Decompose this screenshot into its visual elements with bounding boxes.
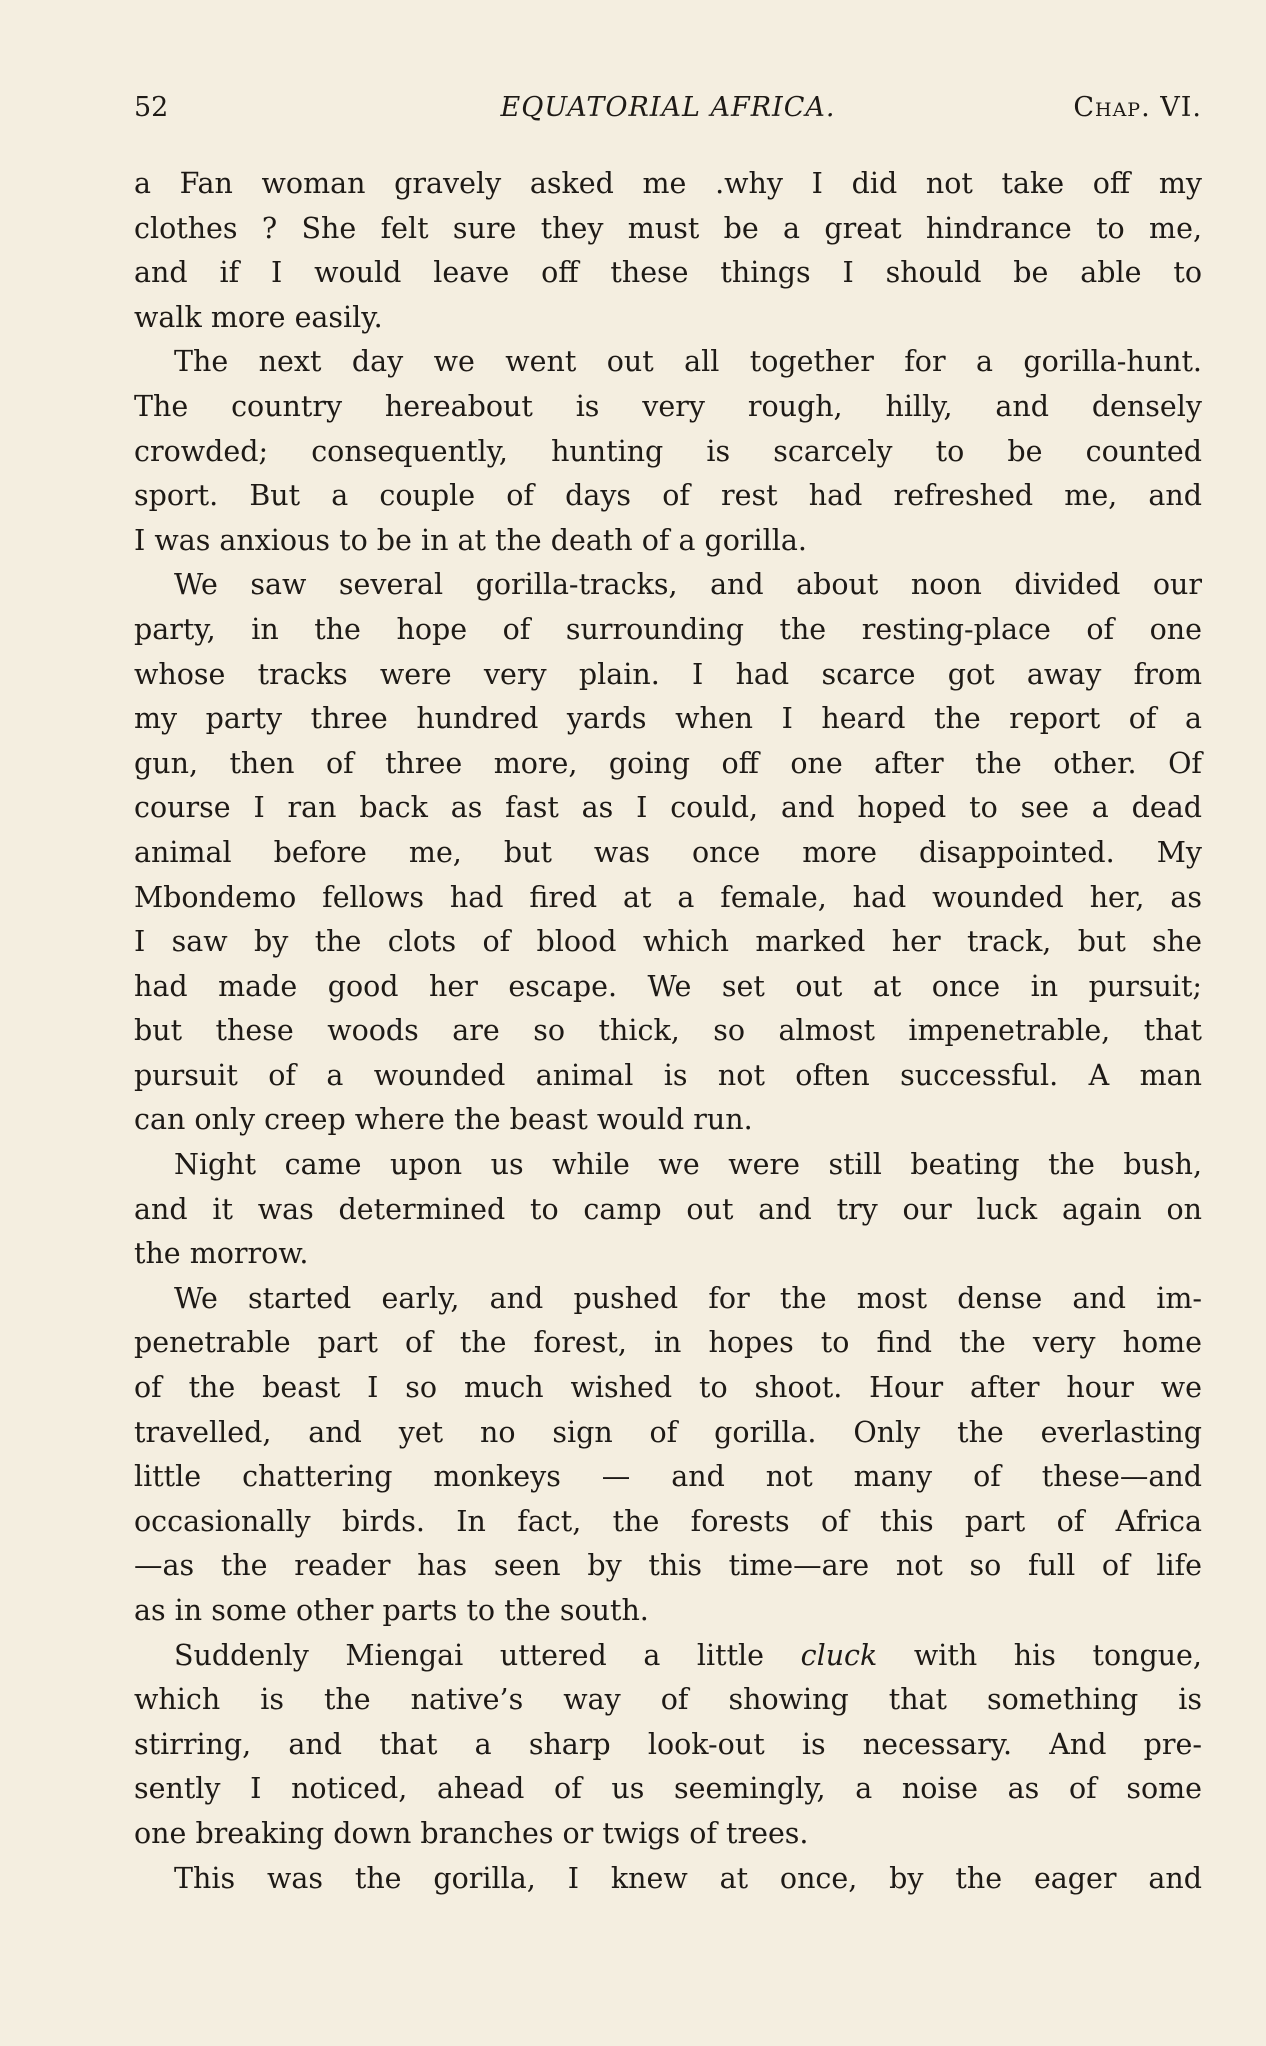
text-line: had made good her escape. We set out at once in pursuit; bbox=[134, 969, 1202, 1003]
text-line: This was the gorilla, I knew at once, by the eager and bbox=[174, 1861, 1202, 1895]
text-line: sently I noticed, ahead of us seemingly, a noise as of some bbox=[134, 1772, 1202, 1806]
text-line: The next day we went out all together for a gorilla-hunt. bbox=[174, 345, 1202, 379]
text-line: occasionally birds. In fact, the forests of this part of Africa bbox=[134, 1504, 1202, 1538]
text-line: —as the reader has seen by this time—are not so full of life bbox=[134, 1549, 1202, 1583]
text-line: animal before me, but was once more disappointed. My bbox=[134, 835, 1202, 869]
text-line-segment: with his tongue, bbox=[877, 1638, 1202, 1672]
text-line: and if I would leave off these things I should be able to bbox=[134, 256, 1202, 290]
text-line: can only creep where the beast would run. bbox=[134, 1103, 753, 1137]
text-line: one breaking down branches or twigs of trees. bbox=[134, 1816, 809, 1850]
text-line: stirring, and that a sharp look-out is necessary. And pre- bbox=[134, 1727, 1202, 1761]
text-line: Mbondemo fellows had fired at a female, had wounded her, as bbox=[134, 880, 1202, 914]
italic-word: cluck bbox=[800, 1638, 878, 1672]
text-line: We started early, and pushed for the most dense and im- bbox=[174, 1281, 1202, 1315]
text-line: gun, then of three more, going off one after the other. Of bbox=[134, 746, 1202, 780]
text-line: party, in the hope of surrounding the resting-place of one bbox=[134, 612, 1202, 646]
text-line: and it was determined to camp out and try our luck again on bbox=[134, 1192, 1202, 1226]
text-line: The country hereabout is very rough, hilly, and densely bbox=[134, 389, 1202, 423]
text-line: clothes ? She felt sure they must be a great hindrance to me, bbox=[134, 211, 1202, 245]
text-line: little chattering monkeys — and not many of these—and bbox=[134, 1460, 1202, 1494]
text-line bbox=[134, 1634, 1202, 1679]
text-line: sport. But a couple of days of rest had refreshed me, and bbox=[134, 479, 1202, 513]
running-title: EQUATORIAL AFRICA. bbox=[500, 92, 836, 123]
text-line: the morrow. bbox=[134, 1237, 309, 1271]
text-line: but these woods are so thick, so almost impenetrable, that bbox=[134, 1014, 1202, 1048]
text-line: We saw several gorilla-tracks, and about noon divided our bbox=[174, 568, 1202, 602]
text-line: as in some other parts to the south. bbox=[134, 1594, 649, 1627]
text-line: of the beast I so much wished to shoot. Hour after hour we bbox=[134, 1371, 1202, 1405]
text-line: crowded; consequently, hunting is scarcely to be counted bbox=[134, 434, 1202, 468]
text-line: I was anxious to be in at the death of a gorilla. bbox=[134, 523, 807, 557]
page-body-text bbox=[134, 162, 1202, 1901]
running-header bbox=[134, 92, 1202, 132]
text-line: whose tracks were very plain. I had scarce got away from bbox=[134, 657, 1202, 691]
text-line: course I ran back as fast as I could, and hoped to see a dead bbox=[134, 791, 1202, 825]
text-line: my party three hundred yards when I heard the report of a bbox=[134, 702, 1202, 736]
text-line: travelled, and yet no sign of gorilla. Only the everlasting bbox=[134, 1415, 1202, 1449]
text-line: pursuit of a wounded animal is not often successful. A man bbox=[134, 1058, 1202, 1092]
chapter-label: Chap. VI. bbox=[1073, 92, 1202, 123]
text-line: penetrable part of the forest, in hopes to find the very home bbox=[134, 1326, 1202, 1360]
text-line: I saw by the clots of blood which marked her track, but she bbox=[134, 925, 1202, 959]
text-line: walk more easily. bbox=[134, 300, 383, 334]
text-line: a Fan woman gravely asked me .why I did not take off my bbox=[134, 167, 1202, 200]
page-number: 52 bbox=[134, 92, 169, 123]
text-line: which is the native’s way of showing that something is bbox=[134, 1683, 1202, 1717]
text-line-segment: Suddenly Miengai uttered a little bbox=[174, 1638, 801, 1672]
text-line: Night came upon us while we were still beating the bush, bbox=[174, 1148, 1202, 1182]
